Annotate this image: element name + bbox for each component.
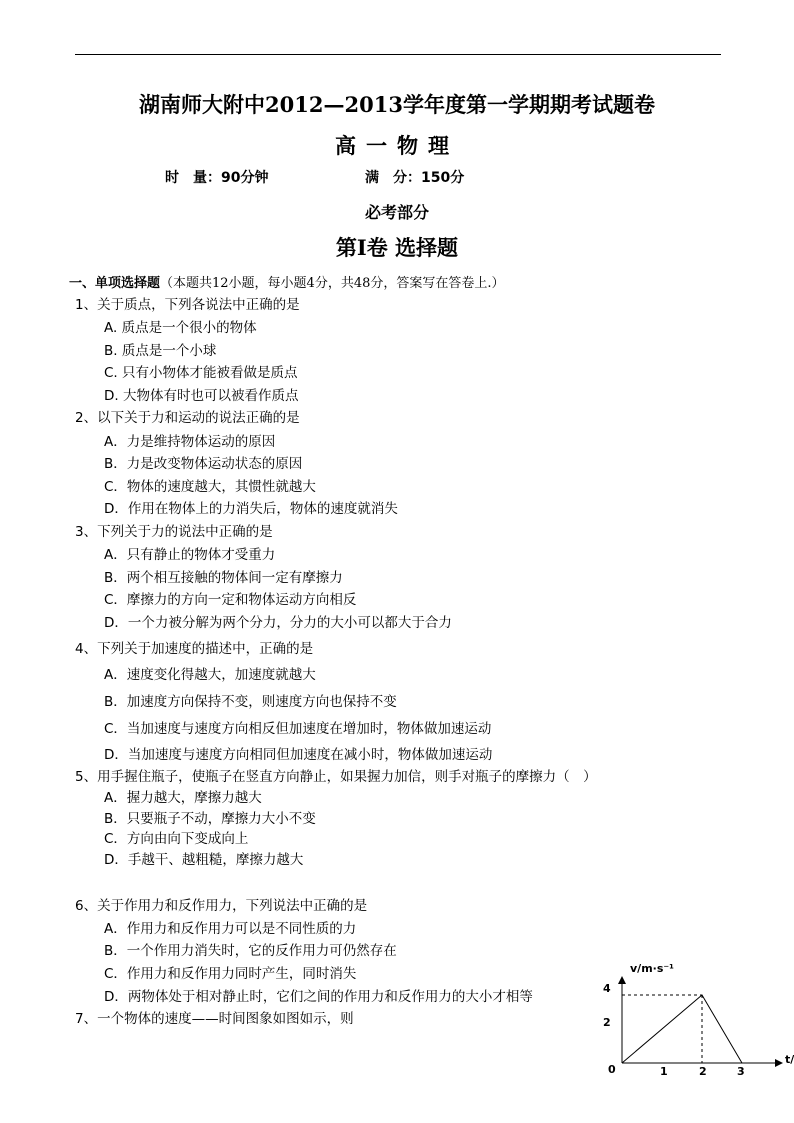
full-score: 满 分：150分 [365,170,465,186]
question-5-option-a: A．握力越大，摩擦力越大 [104,790,262,806]
question-1-option-b: B. 质点是一个小球 [104,343,217,359]
velocity-time-graph [600,955,794,1085]
exam-title: 湖南师大附中2012—2013学年度第一学期期考试题卷 [139,92,655,117]
question-5-option-d: D．手越干、越粗糙，摩擦力越大 [104,852,304,868]
origin-label: 0 [608,1063,616,1076]
question-4-option-b: B．加速度方向保持不变，则速度方向也保持不变 [104,694,397,710]
exam-subject: 高一物理 [335,133,459,158]
question-3-stem: 3、下列关于力的说法中正确的是 [75,524,273,540]
question-5-option-c: C．方向由向下变成向上 [104,831,249,847]
question-2-option-d: D．作用在物体上的力消失后，物体的速度就消失 [104,501,398,517]
question-2-option-b: B．力是改变物体运动状态的原因 [104,456,303,472]
instructions [69,272,505,291]
question-2-option-a: A．力是维持物体运动的原因 [104,434,276,450]
question-7-stem: 7、一个物体的速度——时间图象如图如示，则 [75,1011,354,1027]
question-3-option-c: C．摩擦力的方向一定和物体运动方向相反 [104,592,357,608]
question-4-stem: 4、下列关于加速度的描述中，正确的是 [75,641,314,657]
question-5-option-b: B．只要瓶子不动，摩擦力大小不变 [104,811,316,827]
time-limit: 时 量：90分钟 [165,170,269,186]
top-rule [75,54,721,55]
question-4-option-c: C．当加速度与速度方向相反但加速度在增加时，物体做加速运动 [104,721,492,737]
part-heading: 第Ⅰ卷 选择题 [335,235,459,260]
y-axis-label: v/m·s⁻¹ [630,962,674,975]
question-4-option-d: D．当加速度与速度方向相同但加速度在减小时，物体做加速运动 [104,747,493,763]
question-3-option-a: A．只有静止的物体才受重力 [104,547,276,563]
y-tick-4: 4 [603,982,611,995]
question-3-option-b: B．两个相互接触的物体间一定有摩擦力 [104,570,343,586]
question-6-option-a: A．作用力和反作用力可以是不同性质的力 [104,921,357,937]
question-2-stem: 2、以下关于力和运动的说法正确的是 [75,410,300,426]
velocity-line [622,995,742,1063]
instructions-text: （本题共12小题，每小题4分，共48分，答案写在答卷上.） [160,276,505,291]
question-5-stem: 5、用手握住瓶子，使瓶子在竖直方向静止，如果握力加信，则手对瓶子的摩擦力（ ） [75,769,597,785]
x-tick-2: 2 [699,1065,707,1078]
question-6-stem: 6、关于作用力和反作用力，下列说法中正确的是 [75,898,368,914]
question-1-option-d: D. 大物体有时也可以被看作质点 [104,388,299,404]
question-2-option-c: C．物体的速度越大，其惯性就越大 [104,479,316,495]
question-4-option-a: A．速度变化得越大，加速度就越大 [104,667,316,683]
question-3-option-d: D．一个力被分解为两个分力，分力的大小可以都大于合力 [104,615,452,631]
question-6-option-d: D．两物体处于相对静止时，它们之间的作用力和反作用力的大小才相等 [104,989,533,1005]
instructions-heading: 一、单项选择题 [69,276,161,291]
x-tick-3: 3 [737,1065,745,1078]
x-tick-1: 1 [660,1065,668,1078]
question-1-option-a: A. 质点是一个很小的物体 [104,320,257,336]
x-axis-label: t/ [785,1053,794,1066]
y-tick-2: 2 [603,1016,611,1029]
question-6-option-b: B．一个作用力消失时，它的反作用力可仍然存在 [104,943,397,959]
section-heading: 必考部分 [364,203,429,222]
question-1-stem: 1、关于质点，下列各说法中正确的是 [75,297,300,313]
question-6-option-c: C．作用力和反作用力同时产生，同时消失 [104,966,357,982]
question-1-option-c: C. 只有小物体才能被看做是质点 [104,365,298,381]
